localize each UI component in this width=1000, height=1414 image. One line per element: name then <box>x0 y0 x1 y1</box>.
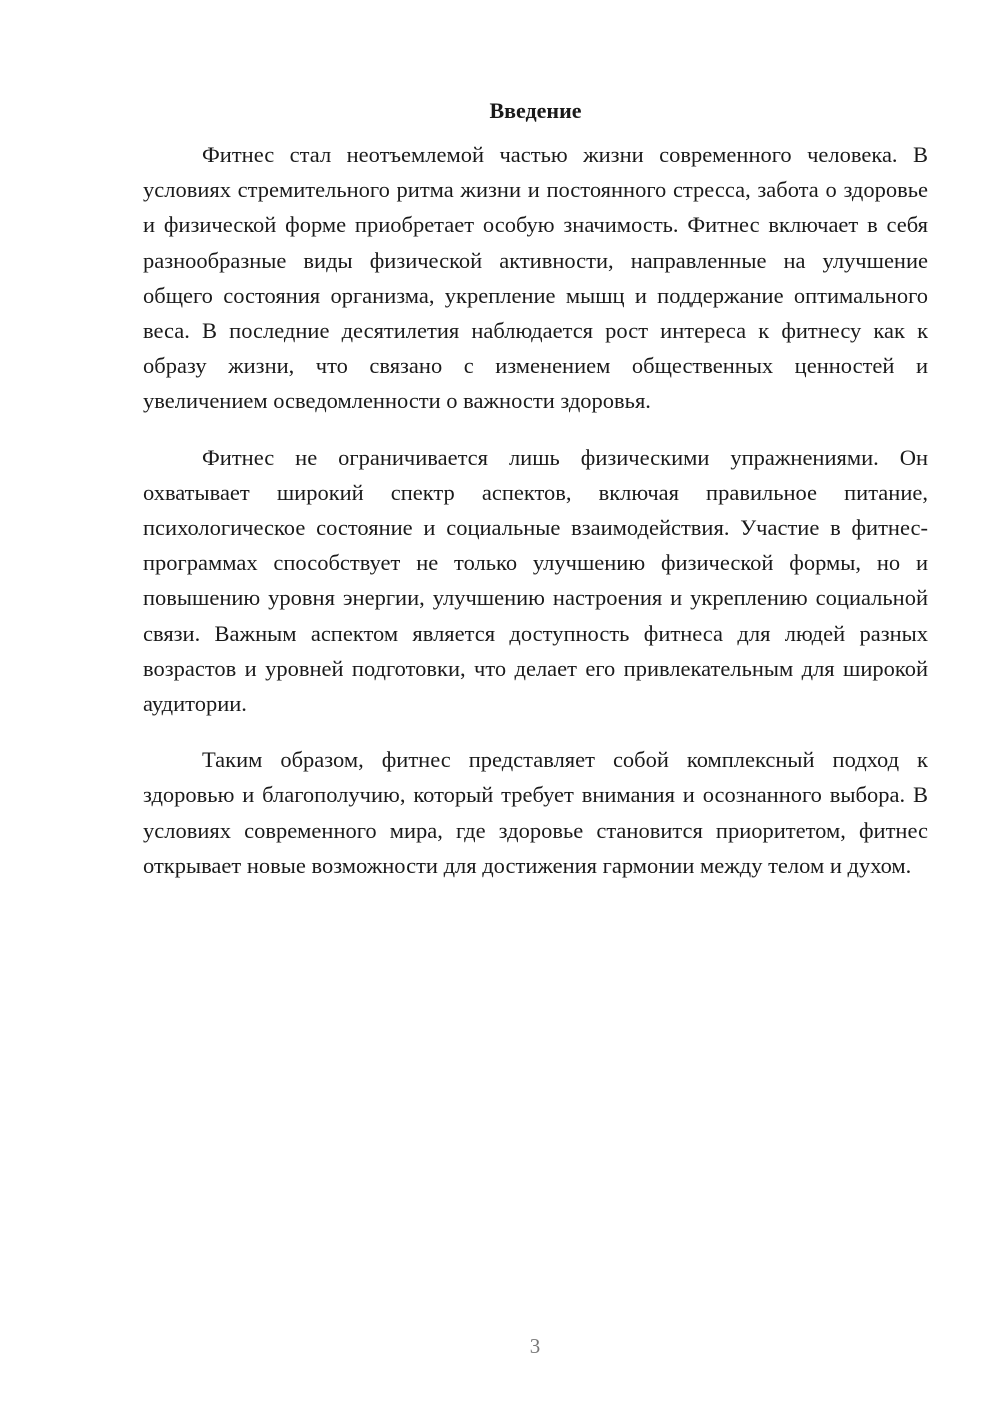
paragraph-1: Фитнес стал неотъемлемой частью жизни современного человека. В условиях стремительного ритма жизни и постоянного стресса, забота о здоровье и физической форме приобретает особую значимость. Фитнес включает в себя разнообразные виды физической активности, направленные на улучшение общего состояния организма, укрепление мышц и поддержание оптимального веса. В последние десятилетия наблюдается рост интереса к фитнесу как к образу жизни, что связано с изменением общественных ценностей и увеличением осведомленности о важности здоровья. <box>143 142 928 414</box>
page-content <box>143 95 928 904</box>
page-number: 3 <box>529 1334 541 1358</box>
section-title: Введение <box>489 98 582 123</box>
paragraph-3: Таким образом, фитнес представляет собой комплексный подход к здоровью и благополучию, который требует внимания и осознанного выбора. В условиях современного мира, где здоровье становится приоритетом, фитнес открывает новые возможности для достижения гармонии между телом и духом. <box>143 747 928 878</box>
paragraph-2: Фитнес не ограничивается лишь физическими упражнениями. Он охватывает широкий спектр аспектов, включая правильное питание, психологическое состояние и социальные взаимодействия. Участие в фитнес-программах способствует не только улучшению физической формы, но и повышению уровня энергии, улучшению настроения и укреплению социальной связи. Важным аспектом является доступность фитнеса для людей разных возрастов и уровней подготовки, что делает его привлекательным для широкой аудитории. <box>143 444 928 717</box>
